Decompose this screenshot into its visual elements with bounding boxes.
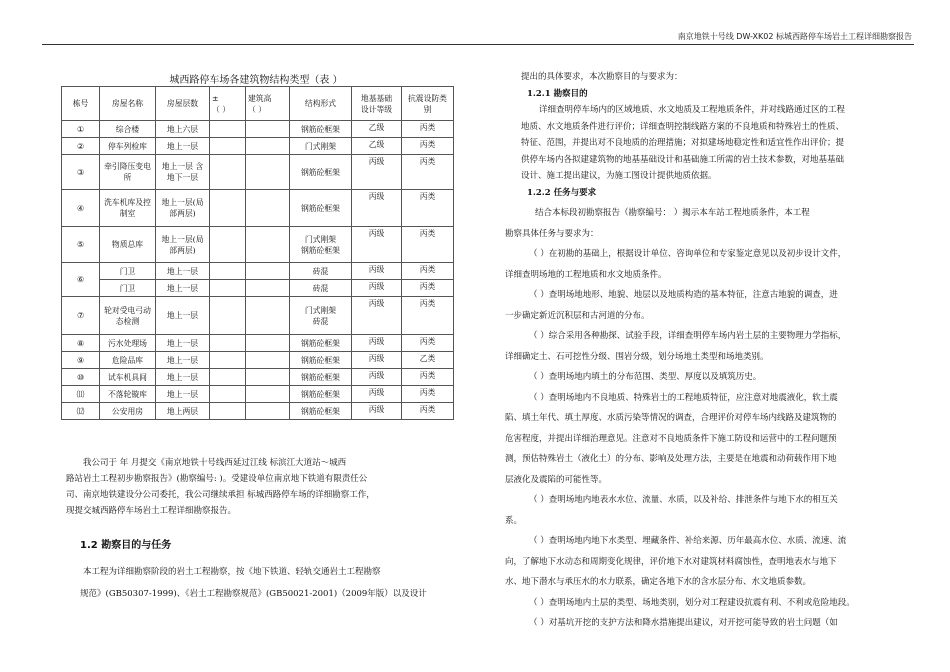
- cell-height: [246, 227, 290, 263]
- cell-structure-line1: 门式刚架: [304, 305, 337, 315]
- col-header-structure: 结构形式: [290, 87, 352, 121]
- task-line: （ ）查明场地内不良地质、特殊岩土的工程地质特征，应注意对地震液化，软土震: [529, 392, 838, 403]
- cell-name: 试车机具间: [100, 369, 156, 386]
- cell-grade: 丙级: [352, 297, 402, 335]
- col-header-height-top: 建筑高: [248, 93, 272, 103]
- table-row: [62, 335, 454, 352]
- cell-seismic: 丙类: [402, 297, 454, 335]
- cell-no: ⑥: [62, 263, 100, 297]
- cell-pm: [210, 190, 246, 227]
- cell-pm: [210, 352, 246, 369]
- table-row: [62, 352, 454, 369]
- cell-name: 停车列检库: [100, 138, 156, 155]
- col-header-floors: 房屋层数: [156, 87, 210, 121]
- cell-pm: [210, 121, 246, 138]
- intro-paragraph: [66, 455, 466, 519]
- cell-floors: 地上一层: [156, 386, 210, 403]
- cell-structure-line1: 门式刚架: [304, 234, 337, 244]
- cell-grade: 丙级: [352, 190, 402, 227]
- col-header-no: 栋号: [62, 87, 100, 121]
- cell-pm: [210, 227, 246, 263]
- cell-height: [246, 335, 290, 352]
- task-line: 向，了解地下水动态和周期变化规律，评价地下水对建筑材料腐蚀性，查明地表水与地下: [505, 556, 837, 567]
- cell-floors-line1: 地上一层 含: [161, 162, 204, 171]
- cell-name-line2: 所: [123, 173, 132, 182]
- table-row: [62, 280, 454, 297]
- cell-floors: 地上一层: [156, 352, 210, 369]
- cell-pm: [210, 335, 246, 352]
- cell-pm: [210, 155, 246, 190]
- cell-no: ⑾: [62, 386, 100, 403]
- cell-seismic: 丙类: [402, 263, 454, 280]
- cell-seismic: 丙类: [402, 155, 454, 190]
- cell-name: 公安用房: [100, 403, 156, 420]
- cell-name: 门卫: [100, 263, 156, 280]
- purpose-line: 设计、施工提出建议，为施工图设计提供地质依据。: [521, 171, 717, 181]
- building-structure-table: [61, 86, 454, 420]
- cell-structure: 砖混: [290, 263, 352, 280]
- table-row: [62, 121, 454, 138]
- cell-no: ⑧: [62, 335, 100, 352]
- cell-seismic: 丙类: [402, 335, 454, 352]
- cell-height: [246, 138, 290, 155]
- task-line: （ ）综合采用各种勘探、试验手段，详细查明停车场内岩土层的主要物理力学指标，: [529, 331, 847, 341]
- cell-floors: 地上两层: [156, 403, 210, 420]
- header-rule: [42, 44, 914, 45]
- standards-line: 本工程为详细勘察阶段的岩土工程勘察，按《地下铁道、轻轨交通岩土工程勘察: [83, 567, 381, 577]
- intro-line: 现提交城西路停车场岩土工程详细勘察报告。: [66, 506, 237, 516]
- subsection-task-title: 1.2.2 任务与要求: [527, 187, 597, 198]
- cell-structure: [290, 227, 352, 263]
- col-header-height-bottom: （ ）: [248, 104, 267, 114]
- cell-structure: 钢筋砼框架: [290, 155, 352, 190]
- section-title: 1.2 勘察目的与任务: [80, 540, 172, 551]
- cell-no: ⑩: [62, 369, 100, 386]
- table-row: [62, 386, 454, 403]
- table-row: [62, 227, 454, 263]
- cell-pm: [210, 403, 246, 420]
- cell-name-line1: 轮对受电弓动: [104, 305, 151, 315]
- cell-pm: [210, 386, 246, 403]
- col-header-pm-bottom: （ ）: [212, 104, 231, 114]
- cell-floors: 地上一层: [156, 280, 210, 297]
- task-line: （ ）查明场地内地表水水位、流量、水质，以及补给、排泄条件与地下水的相互关: [529, 495, 838, 505]
- col-header-grade-bottom: 设计等级: [360, 104, 393, 114]
- cell-no: ②: [62, 138, 100, 155]
- running-header: 南京地铁十号线 DW-XK02 标城西路停车场岩土工程详细勘察报告: [677, 32, 912, 41]
- cell-grade: 乙级: [352, 121, 402, 138]
- cell-structure: 门式刚架: [290, 138, 352, 155]
- cell-floors: [156, 155, 210, 190]
- cell-floors: [156, 190, 210, 227]
- subsection-purpose-title: 1.2.1 勘察目的: [527, 88, 588, 99]
- cell-seismic: 丙类: [402, 386, 454, 403]
- cell-name: 污水处理场: [100, 335, 156, 352]
- table-header-row: [62, 87, 454, 121]
- purpose-line: 详细查明停车场内的区域地质、水文地质及工程地质条件，并对线路通过区的工程: [539, 105, 846, 115]
- task-line: 层液化及震陷的可能性等。: [505, 474, 608, 485]
- col-header-seismic-bottom: 别: [423, 104, 432, 114]
- cell-name: 不落轮镟库: [100, 386, 156, 403]
- cell-structure-line2: 砖混: [312, 316, 329, 326]
- task-line: 结合本标段初勘察报告（勘察编号： ）揭示本车站工程地质条件，本工程: [535, 208, 810, 218]
- purpose-line: 地质、水文地质条件进行评价；详细查明控制线路方案的不良地质和特殊岩土的性质、: [521, 121, 845, 132]
- cell-name: 综合楼: [100, 121, 156, 138]
- cell-grade: 丙级: [352, 227, 402, 263]
- task-line: 系。: [505, 515, 523, 526]
- cell-grade: 丙级: [352, 335, 402, 352]
- cell-height: [246, 369, 290, 386]
- cell-no: ⑿: [62, 403, 100, 420]
- cell-floors-line2: 部两层): [169, 209, 196, 218]
- cell-pm: [210, 297, 246, 335]
- cell-floors-line2: 部两层): [169, 245, 196, 255]
- task-body: [505, 203, 885, 634]
- cell-grade: 乙级: [352, 138, 402, 155]
- cell-pm: [210, 263, 246, 280]
- cell-seismic: 乙类: [402, 352, 454, 369]
- table-row: [62, 369, 454, 386]
- table-row: [62, 263, 454, 280]
- cell-structure: 钢筋砼框架: [290, 386, 352, 403]
- cell-seismic: 丙类: [402, 369, 454, 386]
- col-header-name: 房屋名称: [100, 87, 156, 121]
- cell-no: ⑤: [62, 227, 100, 263]
- task-line: （ ）查明场地地形、地貌、地层以及地质构造的基本特征，注意古地貌的调查，进: [529, 290, 838, 300]
- cell-height: [246, 352, 290, 369]
- cell-floors-line2: 地下一层: [166, 173, 199, 182]
- cell-floors: 地上六层: [156, 121, 210, 138]
- cell-seismic: 丙类: [402, 227, 454, 263]
- task-line: （ ）查明场地内地下水类型、埋藏条件、补给来源、历年最高水位、水质、流速、流: [529, 536, 847, 546]
- cell-no: ③: [62, 155, 100, 190]
- cell-no: ⑨: [62, 352, 100, 369]
- col-header-seismic-top: 抗震设防类: [408, 93, 447, 103]
- cell-structure: 钢筋砼框架: [290, 121, 352, 138]
- task-line: 勘察具体任务与要求为：: [505, 228, 599, 239]
- task-line: （ ）对基坑开挖的支护方法和降水措施提出建议，对开挖可能导致的岩土问题（如: [529, 618, 838, 628]
- cell-floors-line1: 地上一层(局: [161, 198, 204, 207]
- cell-height: [246, 297, 290, 335]
- task-line: 危害程度，并提出详细治理意见。注意对不良地质条件下施工防设和运营中的工程问题预: [505, 433, 837, 444]
- cell-height: [246, 280, 290, 297]
- cell-structure: [290, 297, 352, 335]
- cell-name: [100, 297, 156, 335]
- cell-floors: 地上一层: [156, 297, 210, 335]
- cell-no: ⑦: [62, 297, 100, 335]
- task-line: 详细查明场地的工程地质和水文地质条件。: [505, 269, 667, 280]
- task-line: （ ）查明场地内填土的分布范围、类型、厚度以及填筑历史。: [529, 372, 762, 382]
- cell-height: [246, 155, 290, 190]
- cell-grade: 丙级: [352, 403, 402, 420]
- cell-seismic: 丙类: [402, 403, 454, 420]
- cell-structure: 钢筋砼框架: [290, 369, 352, 386]
- cell-floors-line1: 地上一层(局: [161, 234, 204, 244]
- col-header-pm-top: ±: [212, 93, 219, 103]
- task-line: 水、地下潜水与承压水的水力联系，确定各地下水的含水层分布、水文地质参数。: [505, 577, 812, 587]
- cell-height: [246, 386, 290, 403]
- cell-no: ④: [62, 190, 100, 227]
- col-header-grade: [352, 87, 402, 121]
- task-line: （ ）在初勘的基础上，根据设计单位、咨询单位和专家鉴定意见以及初步设计文件，: [529, 249, 847, 259]
- col-header-seismic: [402, 87, 454, 121]
- cell-seismic: 丙类: [402, 280, 454, 297]
- standards-paragraph: [66, 561, 466, 605]
- task-line: （ ）查明场地内土层的类型、场地类别，划分对工程建设抗震有利、不利或危险地段。: [529, 597, 855, 608]
- cell-grade: 丙级: [352, 263, 402, 280]
- cell-pm: [210, 369, 246, 386]
- purpose-line: 供停车场内各拟建建筑物的地基基础设计和基础施工所需的岩土技术参数，对地基基础: [521, 154, 845, 165]
- cell-floors: 地上一层: [156, 138, 210, 155]
- cell-grade: 丙级: [352, 280, 402, 297]
- cell-structure: 钢筋砼框架: [290, 335, 352, 352]
- table-row: [62, 138, 454, 155]
- cell-name-line1: 洗车机库及控: [104, 198, 151, 207]
- cell-floors: 地上一层: [156, 369, 210, 386]
- col-header-grade-top: 地基基础: [360, 93, 393, 103]
- cell-name-line2: 态检测: [115, 316, 140, 326]
- intro-line: 我公司于 年 月提交《南京地铁十号线西延过江线 标滨江大道站～城西: [83, 458, 347, 468]
- cell-grade: 丙级: [352, 155, 402, 190]
- table-title: 城西路停车场各建筑物结构类型（表 ）: [169, 75, 343, 86]
- cell-structure-line2: 钢筋砼框架: [301, 245, 340, 255]
- cell-seismic: 丙类: [402, 190, 454, 227]
- cell-floors: [156, 227, 210, 263]
- task-line: 一步确定新近沉积层和古河道的分布。: [505, 310, 650, 321]
- right-column: [509, 69, 884, 201]
- cell-height: [246, 403, 290, 420]
- task-line: 测，预估特殊岩土（液化土）的分布、影响及处理方法，主要是在地震和动荷载作用下地: [505, 454, 837, 464]
- cell-height: [246, 190, 290, 227]
- cell-structure: 钢筋砼框架: [290, 403, 352, 420]
- cell-name: [100, 155, 156, 190]
- task-line: 陷、填土年代、填土厚度、水质污染等情况的调查，合理评价对停车场内线路及建筑物的: [505, 413, 837, 423]
- cell-grade: 丙级: [352, 369, 402, 386]
- cell-name-line1: 牵引降压变电: [104, 162, 151, 171]
- cell-pm: [210, 138, 246, 155]
- task-line: 详细确定土、石可挖性分级、围岩分级，划分场地土类型和场地类别。: [505, 351, 769, 362]
- purpose-lead: 提出的具体要求，本次勘察目的与要求为：: [521, 72, 683, 82]
- cell-seismic: 丙类: [402, 138, 454, 155]
- cell-floors: 地上一层: [156, 335, 210, 352]
- cell-pm: [210, 280, 246, 297]
- table-row: [62, 155, 454, 190]
- intro-line: 路站岩土工程初步勘察报告》(勘察编号: )。受建设单位南京地下铁道有限责任公: [66, 474, 368, 484]
- cell-floors: 地上一层: [156, 263, 210, 280]
- cell-structure: 砖混: [290, 280, 352, 297]
- cell-grade: 丙级: [352, 386, 402, 403]
- cell-name-line2: 制室: [119, 209, 136, 218]
- standards-line: 规范》(GB50307-1999)、《岩土工程勘察规范》(GB50021-2001)（2009年版）以及设计: [80, 589, 427, 599]
- cell-name: 物质总库: [100, 227, 156, 263]
- cell-name: [100, 190, 156, 227]
- cell-name: 门卫: [100, 280, 156, 297]
- intro-line: 司、南京地铁建设分公司委托，我公司继续承担 标城西路停车场的详细勘察工作，: [66, 490, 375, 500]
- table-row: [62, 403, 454, 420]
- cell-structure: 钢筋砼框架: [290, 190, 352, 227]
- table-row: [62, 190, 454, 227]
- cell-grade: 丙级: [352, 352, 402, 369]
- cell-seismic: 丙类: [402, 121, 454, 138]
- purpose-line: 特征、范围，并提出对不良地质的治理措施；对拟建场地稳定性和适宜性作出评价；提: [521, 138, 845, 148]
- col-header-pm: [210, 87, 246, 121]
- table-row: [62, 297, 454, 335]
- cell-no: ①: [62, 121, 100, 138]
- cell-structure: 钢筋砼框架: [290, 352, 352, 369]
- cell-name: 危险品库: [100, 352, 156, 369]
- cell-height: [246, 263, 290, 280]
- cell-height: [246, 121, 290, 138]
- col-header-height: [246, 87, 290, 121]
